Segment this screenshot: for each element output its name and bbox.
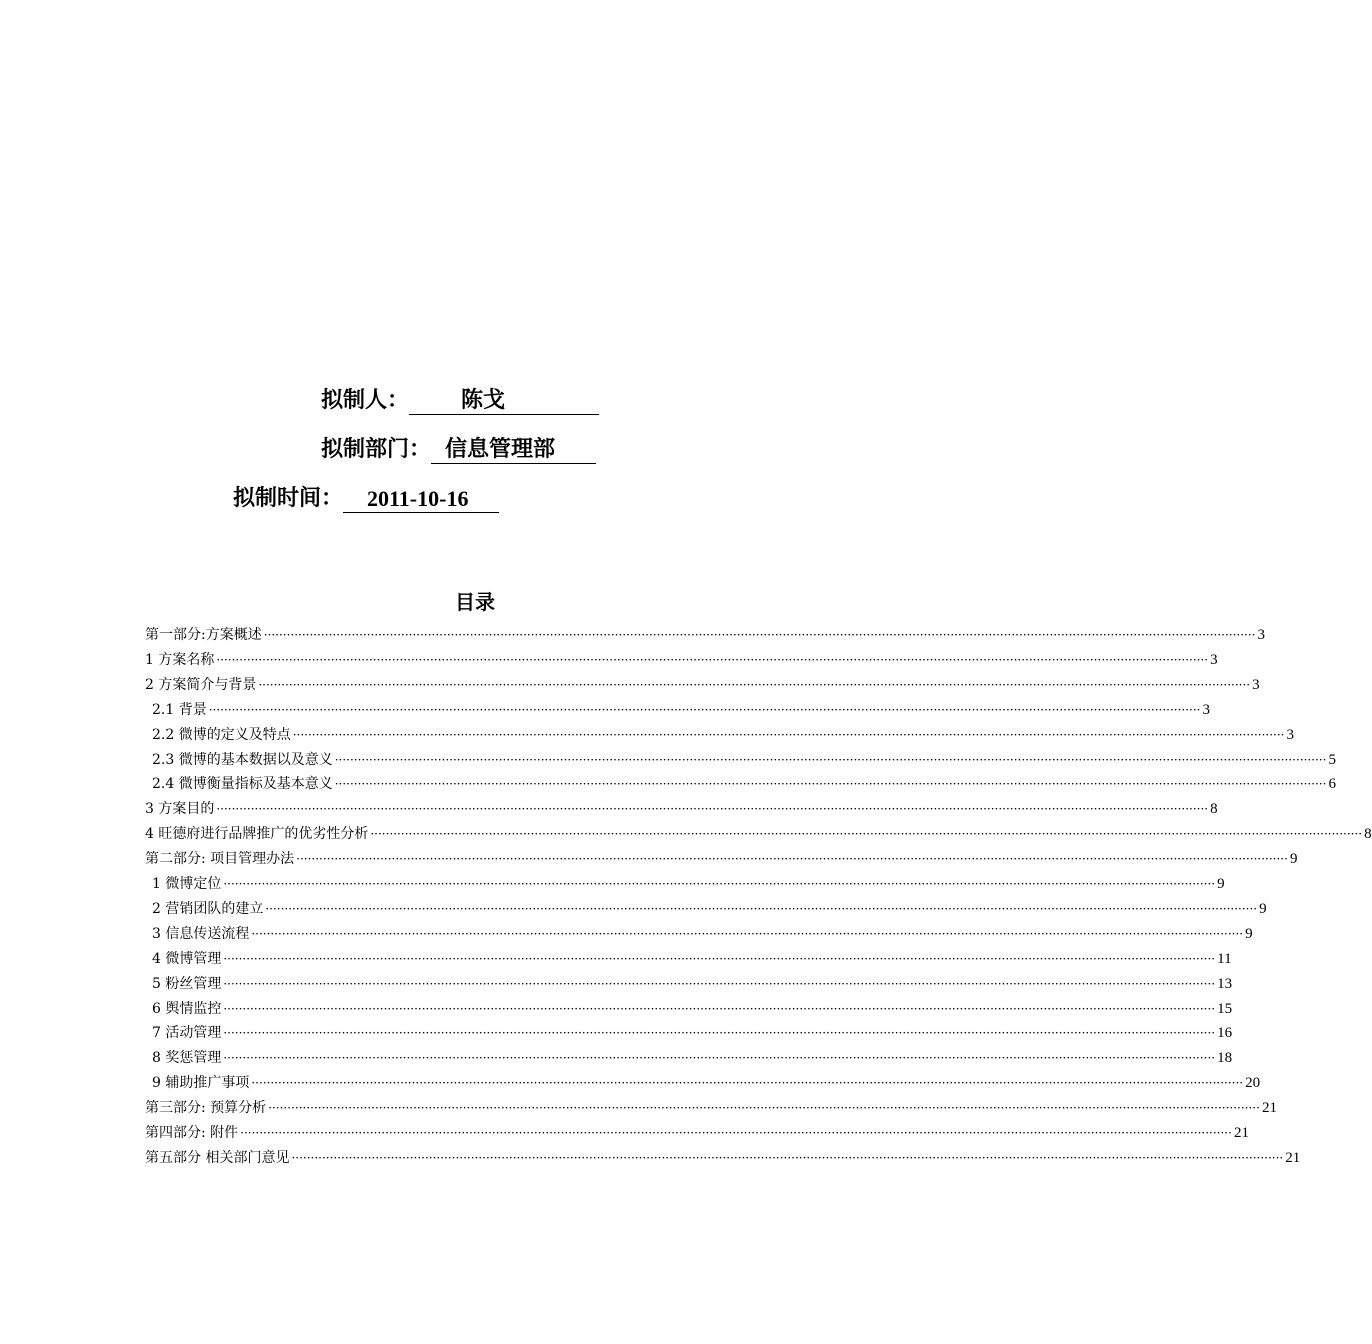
toc-entry[interactable] — [152, 973, 1233, 995]
toc-leader-dots: ···································································································································································································································································· — [263, 628, 1256, 642]
toc-entry-page: 18 — [1217, 1050, 1233, 1067]
toc-entry-label: 第四部分: 附件 — [145, 1125, 239, 1141]
toc-leader-dots: ···································································································································································································································································· — [265, 901, 1258, 916]
toc-entry[interactable] — [145, 624, 1265, 646]
toc-leader-dots: ···································································································································································································································································· — [216, 652, 1209, 667]
toc-entry[interactable] — [152, 1022, 1233, 1044]
date-value: 2011-10-16 — [367, 486, 469, 511]
toc-entry[interactable] — [152, 948, 1232, 970]
toc-title: 目录 — [455, 590, 495, 614]
toc-leader-dots: ···································································································································································································································································· — [223, 877, 1216, 891]
toc-entry-page: 21 — [1233, 1125, 1249, 1141]
department-label: 拟制部门： — [321, 437, 432, 462]
toc-entry-page: 9 — [1245, 925, 1253, 942]
toc-leader-dots: ···································································································································································································································································· — [223, 1001, 1216, 1016]
toc-entry[interactable] — [145, 674, 1260, 696]
date-row — [233, 486, 499, 513]
toc-entry[interactable] — [152, 773, 1336, 795]
toc-entry-page: 8 — [1364, 826, 1372, 843]
toc-entry[interactable] — [145, 1122, 1249, 1144]
toc-entry[interactable] — [152, 1072, 1261, 1094]
toc-entry-label: 5 粉丝管理 — [152, 975, 222, 992]
toc-entry[interactable] — [145, 1097, 1277, 1119]
toc-entry-label: 1 微博定位 — [152, 876, 222, 892]
toc-entry-label: 第五部分 相关部门意见 — [145, 1149, 290, 1166]
toc-entry-page: 3 — [1257, 627, 1265, 643]
toc-leader-dots: ···································································································································································································································································· — [296, 852, 1288, 867]
toc-entry-page: 3 — [1252, 676, 1260, 693]
toc-entry[interactable] — [152, 923, 1253, 945]
toc-entry-label: 2.2 微博的定义及特点 — [152, 726, 291, 743]
toc-entry-label: 2 方案简介与背景 — [145, 676, 257, 693]
toc-entry[interactable] — [152, 724, 1294, 746]
toc-leader-dots: ···································································································································································································································································· — [251, 926, 1244, 941]
toc-entry-page: 21 — [1285, 1149, 1301, 1166]
toc-entry-page: 9 — [1289, 851, 1298, 868]
toc-entry[interactable] — [152, 699, 1210, 721]
toc-entry-page: 6 — [1328, 776, 1336, 793]
toc-leader-dots: ···································································································································································································································································· — [251, 1076, 1244, 1091]
toc-entry-label: 8 奖惩管理 — [152, 1050, 222, 1067]
department-value-field — [431, 437, 596, 464]
toc-leader-dots: ···································································································································································································································································· — [223, 1051, 1216, 1066]
date-label: 拟制时间： — [233, 486, 344, 511]
toc-entry[interactable] — [145, 1147, 1301, 1169]
toc-entry-label: 4 旺德府进行品牌推广的优劣性分析 — [145, 826, 369, 843]
toc-entry[interactable] — [152, 998, 1233, 1020]
toc-entry-label: 3 方案目的 — [145, 801, 215, 818]
toc-entry-page: 3 — [1286, 726, 1294, 743]
toc-entry[interactable] — [145, 649, 1218, 671]
toc-entry-label: 4 微博管理 — [152, 950, 222, 967]
author-value: 陈戈 — [461, 388, 506, 413]
toc-entry-label: 7 活动管理 — [152, 1025, 222, 1042]
toc-entry-label: 2.3 微博的基本数据以及意义 — [152, 751, 333, 768]
toc-entry-label: 2 营销团队的建立 — [152, 900, 264, 917]
toc-leader-dots: ···································································································································································································································································· — [334, 777, 1327, 792]
toc-entry[interactable] — [145, 848, 1298, 870]
toc-entry-label: 2.4 微博衡量指标及基本意义 — [152, 776, 333, 793]
toc-leader-dots: ···································································································································································································································································· — [292, 727, 1285, 742]
toc-leader-dots: ···································································································································································································································································· — [216, 802, 1209, 817]
department-row — [321, 437, 596, 464]
toc-entry-page: 8 — [1210, 801, 1218, 818]
toc-entry[interactable] — [152, 898, 1267, 920]
toc-leader-dots: ···································································································································································································································································· — [268, 1101, 1260, 1116]
toc-entry-label: 第一部分:方案概述 — [145, 627, 262, 643]
toc-entry-label: 6 舆情监控 — [152, 1000, 222, 1017]
toc-leader-dots: ···································································································································································································································································· — [223, 976, 1216, 991]
toc-entry-label: 第三部分: 预算分析 — [145, 1100, 267, 1117]
toc-entry-page: 9 — [1259, 900, 1267, 917]
toc-entry[interactable] — [152, 873, 1225, 895]
toc-leader-dots: ···································································································································································································································································· — [208, 702, 1201, 717]
toc-entry-page: 3 — [1210, 651, 1218, 668]
toc-entry-page: 9 — [1217, 876, 1225, 892]
toc-entry-page: 11 — [1217, 950, 1232, 967]
department-value: 信息管理部 — [445, 437, 556, 462]
toc-entry-label: 1 方案名称 — [145, 651, 215, 668]
toc-leader-dots: ···································································································································································································································································· — [223, 1026, 1216, 1041]
toc-entry-page: 15 — [1217, 1000, 1233, 1017]
date-value-field — [343, 486, 499, 513]
toc-entry[interactable] — [145, 823, 1372, 845]
toc-entry[interactable] — [152, 1047, 1233, 1069]
toc-entry-label: 3 信息传送流程 — [152, 925, 250, 942]
toc-entry-page: 21 — [1261, 1100, 1277, 1117]
author-label: 拟制人： — [321, 388, 410, 413]
toc-entry[interactable] — [152, 749, 1336, 771]
toc-leader-dots: ···································································································································································································································································· — [334, 752, 1327, 767]
toc-leader-dots: ···································································································································································································································································· — [291, 1150, 1284, 1165]
toc-entry-label: 2.1 背景 — [152, 701, 207, 718]
toc-entry[interactable] — [145, 798, 1218, 820]
toc-entry-page: 13 — [1217, 975, 1233, 992]
toc-leader-dots: ···································································································································································································································································· — [223, 951, 1216, 966]
toc-leader-dots: ···································································································································································································································································· — [370, 827, 1363, 842]
toc-leader-dots: ···································································································································································································································································· — [258, 677, 1251, 692]
toc-entry-label: 9 辅助推广事项 — [152, 1075, 250, 1092]
author-row — [321, 388, 599, 415]
author-value-field — [409, 388, 599, 415]
toc-entry-page: 3 — [1202, 701, 1210, 718]
toc-entry-page: 20 — [1245, 1075, 1261, 1092]
toc-entry-page: 16 — [1217, 1025, 1233, 1042]
toc-entry-label: 第二部分: 项目管理办法 — [145, 851, 295, 868]
toc-leader-dots: ···································································································································································································································································· — [240, 1126, 1232, 1140]
toc-entry-page: 5 — [1328, 751, 1336, 768]
